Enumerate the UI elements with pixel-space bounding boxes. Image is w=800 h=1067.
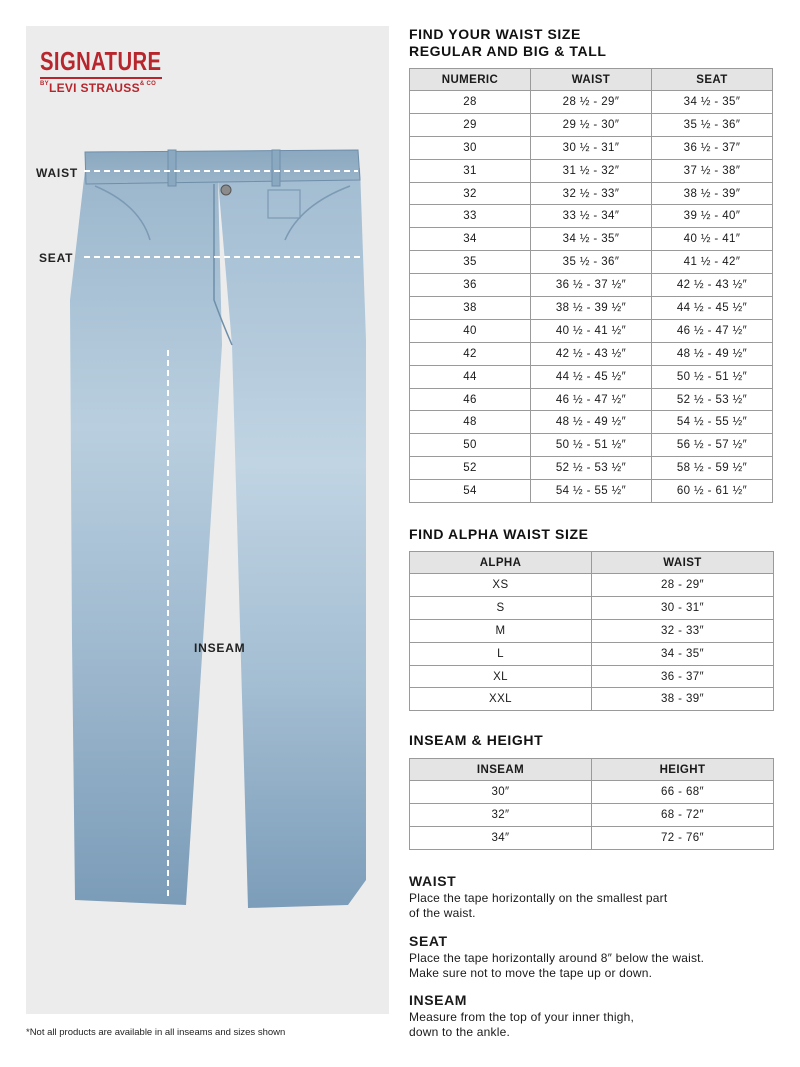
table-cell: 31 ½ - 32″: [531, 159, 652, 182]
table-cell: 32″: [410, 803, 592, 826]
waistband: [85, 150, 360, 184]
table-row: [410, 159, 773, 182]
table-row: [410, 688, 774, 711]
table-cell: 29: [410, 113, 531, 136]
table-cell: 54: [410, 480, 531, 503]
table-row: [410, 136, 773, 159]
table-row: [410, 781, 774, 804]
belt-loop-right: [272, 150, 280, 186]
table-cell: 44 ½ - 45 ½″: [652, 297, 773, 320]
table-cell: 50 ½ - 51 ½″: [531, 434, 652, 457]
table-cell: 30″: [410, 781, 592, 804]
table-cell: 34 ½ - 35″: [531, 228, 652, 251]
table-row: [410, 826, 774, 849]
inseam-height-table: [409, 758, 774, 850]
table-cell: 42 ½ - 43 ½″: [531, 342, 652, 365]
column-header: SEAT: [652, 69, 773, 91]
column-header: WAIST: [592, 552, 774, 574]
table-row: [410, 665, 774, 688]
table-row: [410, 228, 773, 251]
table-cell: 36 ½ - 37 ½″: [531, 274, 652, 297]
table-cell: 44 ½ - 45 ½″: [531, 365, 652, 388]
table-cell: 30 ½ - 31″: [531, 136, 652, 159]
table-row: [410, 596, 774, 619]
waist-howto-title: WAIST: [409, 873, 457, 889]
alpha-section-title: FIND ALPHA WAIST SIZE: [409, 526, 589, 542]
table-row: [410, 274, 773, 297]
table-cell: 34 - 35″: [592, 642, 774, 665]
waist-section-title: FIND YOUR WAIST SIZE REGULAR AND BIG & TALL: [409, 26, 607, 59]
brand-underline: [40, 77, 162, 79]
table-cell: XXL: [410, 688, 592, 711]
table-cell: 48: [410, 411, 531, 434]
table-row: [410, 251, 773, 274]
table-cell: 36 ½ - 37″: [652, 136, 773, 159]
table-cell: S: [410, 596, 592, 619]
column-header: INSEAM: [410, 759, 592, 781]
table-row: [410, 457, 773, 480]
table-cell: 66 - 68″: [592, 781, 774, 804]
table-cell: 42: [410, 342, 531, 365]
table-cell: 40: [410, 319, 531, 342]
table-cell: 50: [410, 434, 531, 457]
table-row: [410, 182, 773, 205]
table-cell: 40 ½ - 41″: [652, 228, 773, 251]
footnote: *Not all products are available in all inseams and sizes shown: [26, 1027, 286, 1038]
table-cell: 41 ½ - 42″: [652, 251, 773, 274]
table-cell: 33 ½ - 34″: [531, 205, 652, 228]
right-leg: [218, 168, 366, 908]
table-cell: 52: [410, 457, 531, 480]
inseam-label: INSEAM: [194, 641, 246, 655]
table-row: [410, 642, 774, 665]
table-cell: XL: [410, 665, 592, 688]
table-cell: 35 ½ - 36″: [531, 251, 652, 274]
table-cell: 28 ½ - 29″: [531, 91, 652, 114]
brand-name: SIGNATURE: [40, 46, 162, 76]
table-cell: 29 ½ - 30″: [531, 113, 652, 136]
table-cell: 38 ½ - 39 ½″: [531, 297, 652, 320]
table-cell: 72 - 76″: [592, 826, 774, 849]
alpha-size-table: [409, 551, 774, 711]
table-cell: 40 ½ - 41 ½″: [531, 319, 652, 342]
table-row: [410, 319, 773, 342]
table-cell: 42 ½ - 43 ½″: [652, 274, 773, 297]
column-header: NUMERIC: [410, 69, 531, 91]
column-header: WAIST: [531, 69, 652, 91]
table-cell: 46 ½ - 47 ½″: [652, 319, 773, 342]
seat-howto-text: Place the tape horizontally around 8″ below the waist. Make sure not to move the tape up or down.: [409, 951, 705, 980]
brand-logo: [40, 47, 170, 95]
table-cell: 35 ½ - 36″: [652, 113, 773, 136]
button: [221, 185, 231, 195]
table-row: [410, 342, 773, 365]
table-cell: 32 ½ - 33″: [531, 182, 652, 205]
table-cell: 38: [410, 297, 531, 320]
column-header: HEIGHT: [592, 759, 774, 781]
table-cell: 38 - 39″: [592, 688, 774, 711]
table-cell: M: [410, 619, 592, 642]
table-cell: XS: [410, 574, 592, 597]
table-cell: 37 ½ - 38″: [652, 159, 773, 182]
table-row: [410, 91, 773, 114]
table-row: [410, 365, 773, 388]
table-cell: 46: [410, 388, 531, 411]
jeans-illustration: [26, 26, 389, 1014]
column-header: ALPHA: [410, 552, 592, 574]
table-cell: 32 - 33″: [592, 619, 774, 642]
waist-howto-text: Place the tape horizontally on the smallest part of the waist.: [409, 891, 668, 920]
table-cell: 44: [410, 365, 531, 388]
table-cell: 48 ½ - 49 ½″: [652, 342, 773, 365]
table-row: [410, 297, 773, 320]
table-cell: 30 - 31″: [592, 596, 774, 619]
inseam-howto-text: Measure from the top of your inner thigh, down to the ankle.: [409, 1010, 634, 1039]
table-cell: 39 ½ - 40″: [652, 205, 773, 228]
table-cell: L: [410, 642, 592, 665]
table-row: [410, 803, 774, 826]
belt-loop-left: [168, 150, 176, 186]
seat-label: SEAT: [39, 251, 74, 265]
table-row: [410, 619, 774, 642]
brand-subtitle: $^{BY}$LEVI $STRAUSS^{\& CO}$: [40, 81, 157, 95]
table-cell: 48 ½ - 49 ½″: [531, 411, 652, 434]
table-cell: 28 - 29″: [592, 574, 774, 597]
table-cell: 34″: [410, 826, 592, 849]
table-row: [410, 480, 773, 503]
table-cell: 31: [410, 159, 531, 182]
table-cell: 68 - 72″: [592, 803, 774, 826]
waist-size-table: [409, 68, 773, 503]
table-cell: 50 ½ - 51 ½″: [652, 365, 773, 388]
table-row: [410, 411, 773, 434]
table-row: [410, 113, 773, 136]
table-cell: 54 ½ - 55 ½″: [652, 411, 773, 434]
seat-howto-title: SEAT: [409, 933, 448, 949]
table-cell: 52 ½ - 53 ½″: [652, 388, 773, 411]
table-row: [410, 205, 773, 228]
table-cell: 34 ½ - 35″: [652, 91, 773, 114]
table-cell: 58 ½ - 59 ½″: [652, 457, 773, 480]
table-cell: 56 ½ - 57 ½″: [652, 434, 773, 457]
table-cell: 33: [410, 205, 531, 228]
table-cell: 35: [410, 251, 531, 274]
table-cell: 36: [410, 274, 531, 297]
table-cell: 46 ½ - 47 ½″: [531, 388, 652, 411]
table-cell: 54 ½ - 55 ½″: [531, 480, 652, 503]
left-leg: [70, 170, 222, 905]
inseam-section-title: INSEAM & HEIGHT: [409, 732, 544, 748]
table-cell: 28: [410, 91, 531, 114]
inseam-howto-title: INSEAM: [409, 992, 468, 1008]
waist-label: WAIST: [36, 166, 78, 180]
table-cell: 32: [410, 182, 531, 205]
table-row: [410, 434, 773, 457]
table-cell: 60 ½ - 61 ½″: [652, 480, 773, 503]
table-cell: 36 - 37″: [592, 665, 774, 688]
table-cell: 38 ½ - 39″: [652, 182, 773, 205]
table-cell: 52 ½ - 53 ½″: [531, 457, 652, 480]
table-row: [410, 574, 774, 597]
table-cell: 30: [410, 136, 531, 159]
table-row: [410, 388, 773, 411]
table-cell: 34: [410, 228, 531, 251]
